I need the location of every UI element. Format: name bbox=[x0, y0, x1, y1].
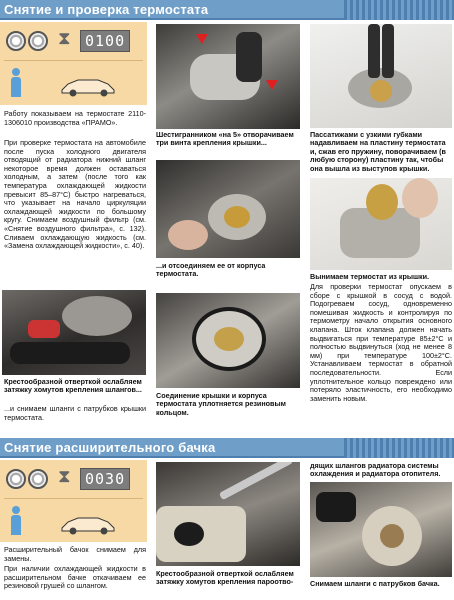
caption-loosen-clamps: Крестообразной отверткой ослабляем затяжку хомутов крепления шлангов... bbox=[4, 377, 142, 395]
photo-rubber-ring bbox=[156, 293, 300, 388]
photo-tank-screwdriver bbox=[156, 462, 300, 566]
photo-disconnect-cover bbox=[156, 160, 300, 258]
photo-screwdriver-hose-clamp bbox=[2, 290, 146, 375]
photo-remove-thermostat bbox=[310, 178, 452, 270]
section2-title: Снятие расширительного бачка bbox=[4, 440, 216, 455]
car-icon bbox=[58, 512, 118, 536]
caption-disconnect-cover: ...и отсоединяем ее от корпуса термостата. bbox=[156, 261, 266, 279]
title-bar-stripes bbox=[344, 438, 454, 458]
person-icon bbox=[8, 506, 24, 536]
check-procedure-text: При проверке термостата на автомобиле после пуска холодного двигателя отводящий от радиатора нижний шланг некоторое время должен оставаться холодным, а затем (после того как температура охлаждающей жидкости превысит 85–87°С) быстро нагреваться, что указывает на начало циркуляции охлаждающей жидкости по большому кругу. Снимаем воздушный фильтр (см. «Снятие воздушного фильтра», с. 132). Сливаем охлаждающую жидкость (см. «Замена охлаждающей жидкости», с. 40). bbox=[4, 138, 146, 251]
tank-drain-text: При наличии охлаждающей жидкости в расширительном бачке откачиваем ее резиновой грушей со шлангом. bbox=[4, 564, 146, 591]
time-display: 0030 bbox=[80, 468, 130, 490]
caption-remove-hoses: ...и снимаем шланги с патрубков крышки термостата. bbox=[4, 404, 146, 422]
caption-rubber-ring: Соединение крышки и корпуса термостата уплотняется резиновым кольцом. bbox=[156, 391, 286, 417]
thermostat-test-text: Для проверки термостат опускаем в сборе с крышкой в сосуд с водой. Подогреваем сосуд, одновременно помешивая жидкость и контролируя по термометру начало открытия основного клапана. Шток клапана должен начать выдвигаться при температуре 85±2°С и полностью выдвинуться (ход не менее 8 мм) при температуре 100±2°С. Устанавливаем термостат в обратной последовательности. Если уплотнительное кольцо повреждено или потеряло эластичность, его необходимо заменить новым. bbox=[310, 282, 452, 403]
time-display: 0100 bbox=[80, 30, 130, 52]
caption-remove-thermostat: Вынимаем термостат из крышки. bbox=[310, 272, 430, 281]
wrench-gauge-icon bbox=[6, 31, 26, 51]
section1-title-bar bbox=[0, 0, 454, 20]
photo-hex-key-screws bbox=[156, 24, 300, 129]
car-icon bbox=[58, 74, 118, 98]
section1-info-box bbox=[0, 22, 147, 105]
tank-replace-text: Расширительный бачок снимаем для замены. bbox=[4, 545, 146, 563]
photo-tank-hoses-removal bbox=[310, 482, 452, 577]
difficulty-gauge-icon bbox=[28, 31, 48, 51]
photo-pliers-thermostat bbox=[310, 24, 452, 128]
wrench-gauge-icon bbox=[6, 469, 26, 489]
section1-title: Снятие и проверка термостата bbox=[4, 2, 209, 17]
section2-info-box bbox=[0, 460, 147, 542]
caption-pliers: Пассатижами с узкими губками надавливаем на пластину термостата и, сжав его пружину, поворачиваем (в любую сторону) пластину так, чтобы она вышла из выступов крышки. bbox=[310, 130, 446, 173]
caption-tank-remove-hoses: Снимаем шланги с патрубков бачка. bbox=[310, 579, 440, 588]
person-icon bbox=[8, 68, 24, 98]
caption-tank-clamps: Крестообразной отверткой ослабляем затяжку хомутов крепления пароотво- bbox=[156, 569, 294, 587]
info-divider bbox=[4, 498, 143, 499]
intro-text: Работу показываем на термостате 2110-1306010 производства «ПРАМО». bbox=[4, 109, 146, 127]
hourglass-icon: ⧗ bbox=[58, 28, 71, 48]
hourglass-icon: ⧗ bbox=[58, 466, 71, 486]
info-divider bbox=[4, 60, 143, 61]
caption-tank-hoses: дящих шлангов радиатора системы охлаждения и радиатора отопителя. bbox=[310, 461, 441, 479]
difficulty-gauge-icon bbox=[28, 469, 48, 489]
title-bar-stripes bbox=[344, 0, 454, 20]
caption-hex-screws: Шестигранником «на 5» отворачиваем три винта крепления крышки... bbox=[156, 130, 294, 148]
section2-title-bar bbox=[0, 438, 454, 458]
